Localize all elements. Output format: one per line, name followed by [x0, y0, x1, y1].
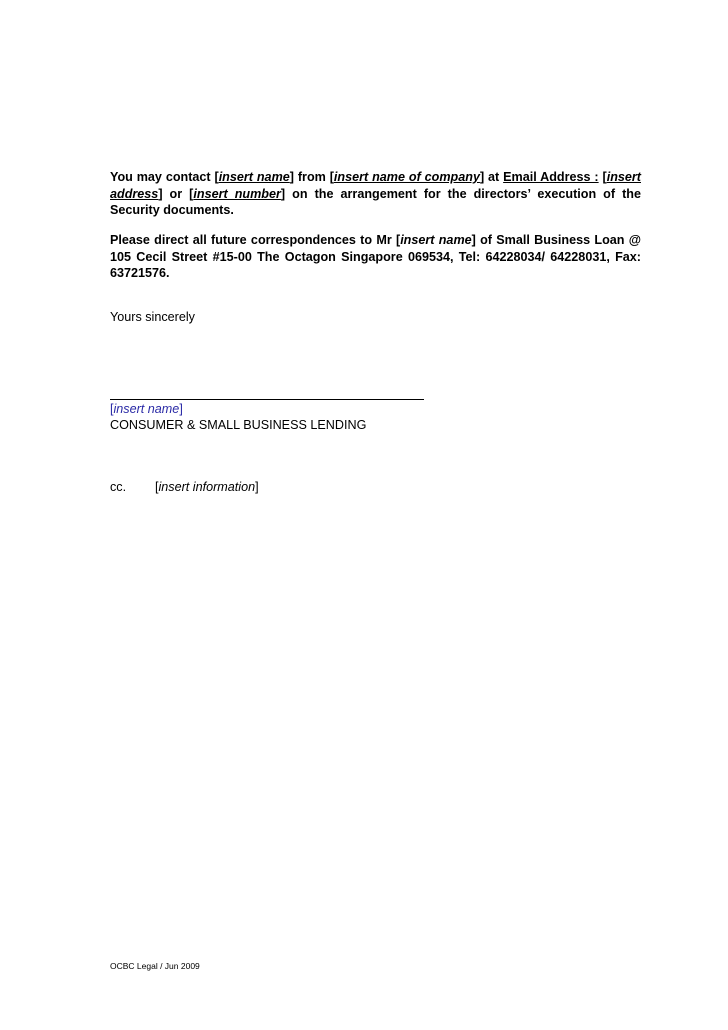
contact-text: You may contact [ — [110, 170, 219, 184]
contact-paragraph — [110, 169, 641, 219]
signatory-department: CONSUMER & SMALL BUSINESS LENDING — [110, 418, 367, 432]
contact-name-placeholder: insert name — [218, 170, 290, 184]
contact-text: [ — [598, 170, 607, 184]
closing-salutation: Yours sincerely — [110, 310, 195, 324]
cc-bracket: ] — [255, 480, 259, 494]
cc-label: cc. — [110, 480, 127, 494]
email-address-label: Email Address : — [503, 170, 599, 184]
cc-value — [155, 479, 259, 495]
contact-text: ] from [ — [289, 170, 334, 184]
correspondence-text: ] of Small Business Loan @ 105 Cecil Street #15-00 The Octagon Singapore 069534, Tel: 64228034/ 64228031, Fax: 63721576. — [110, 233, 641, 280]
mr-name-placeholder: insert name — [400, 233, 472, 247]
signature-line — [110, 399, 424, 400]
signatory-bracket: [ — [110, 402, 114, 416]
signatory-name — [110, 401, 183, 417]
correspondence-text: Please direct all future correspondences to Mr [ — [110, 233, 401, 247]
signatory-bracket: ] — [179, 402, 183, 416]
contact-text: ] on the arrangement for the directors’ execution of the Security documents. — [110, 186, 642, 217]
correspondence-paragraph — [110, 232, 641, 282]
company-name-placeholder: insert name of company — [333, 170, 480, 184]
number-placeholder: insert number — [193, 186, 281, 201]
contact-text: ] at — [479, 170, 504, 184]
cc-bracket: [ — [155, 480, 159, 494]
page-footer: OCBC Legal / Jun 2009 — [110, 961, 200, 971]
contact-text: ] or [ — [158, 186, 194, 201]
address-placeholder: insert address — [110, 170, 641, 201]
signatory-name-placeholder: insert name — [113, 402, 180, 416]
cc-information-placeholder: insert information — [158, 480, 256, 494]
